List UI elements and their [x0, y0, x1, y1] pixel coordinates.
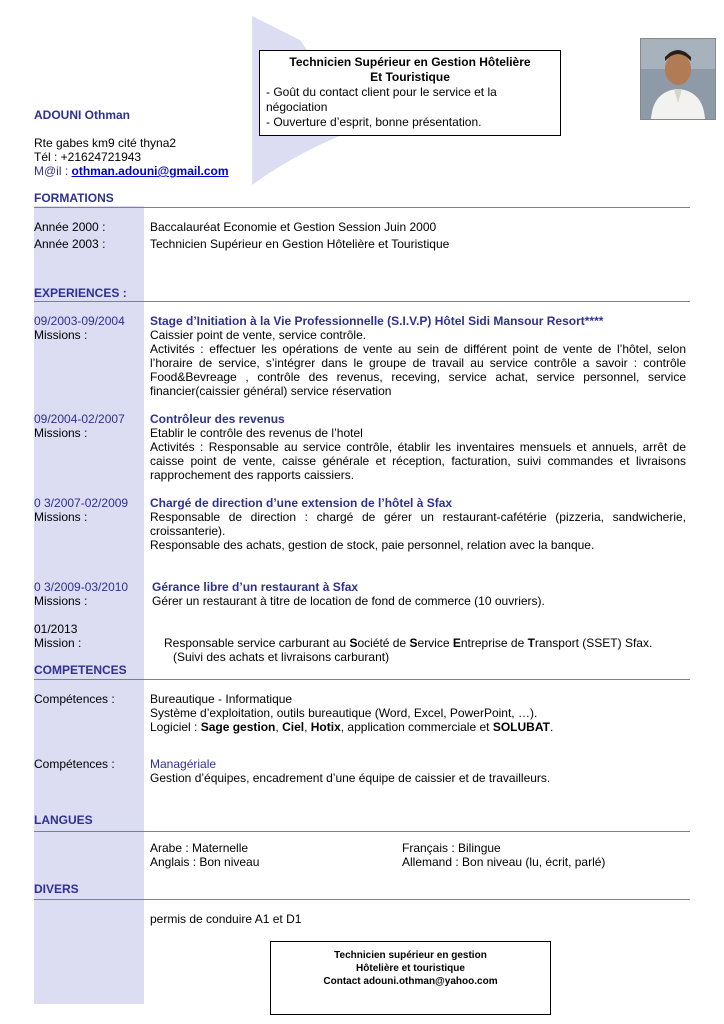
exp2-missions-label: Missions :: [34, 426, 88, 440]
competences-heading: COMPETENCES: [34, 663, 127, 677]
title-bullet1: - Goût du contact client pour le service et la négociation: [266, 85, 497, 114]
exp2-body: Activités : Responsable au service contrôle, établir les inventaires mensuels et annuels, arrêt de caisse point de vente, caisse générale et réception, facturation, suivi commandes et livraisons rapprochement des rapports caissiers.: [150, 440, 686, 482]
exp4-missions-label: Missions :: [34, 594, 88, 608]
exp1-missions-label: Missions :: [34, 328, 88, 342]
email-line: [34, 164, 229, 178]
profile-photo: [640, 38, 716, 120]
comp2-line1: Managériale: [150, 757, 217, 771]
exp2-line1: Etablir le contrôle des revenus de l’hotel: [150, 426, 363, 440]
langue-arabe: Arabe : Maternelle: [150, 841, 249, 855]
langues-right: [402, 841, 692, 869]
competences-block-2: [150, 757, 686, 785]
footer-line2: Hôtelière et touristique: [356, 963, 465, 974]
langues-left: [150, 841, 390, 869]
comp2-line2: Gestion d’équipes, encadrement d’une équipe de caissier et de travailleurs.: [150, 771, 551, 785]
formation-text-2: Technicien Supérieur en Gestion Hôtelière et Touristique: [150, 237, 450, 251]
divers-divider: [34, 899, 690, 900]
exp5-line1: Responsable service carburant au Société de Service Entreprise de Transport (SSET) Sfax.: [164, 636, 653, 650]
exp2-date: 09/2004-02/2007: [34, 412, 125, 426]
candidate-name: ADOUNI Othman: [34, 108, 130, 122]
phone: Tél : +21624721943: [34, 150, 142, 164]
exp3-body: Responsable des achats, gestion de stock, paie personnel, relation avec la banque.: [150, 538, 595, 552]
exp2-block: [150, 412, 686, 482]
exp5-line2: (Suivi des achats et livraisons carburant): [173, 650, 390, 664]
langue-francais: Français : Bilingue: [402, 841, 501, 855]
experiences-heading: EXPERIENCES :: [34, 286, 127, 300]
comp1-line2: Système d’exploitation, outils bureautique (Word, Excel, PowerPoint, …).: [150, 706, 538, 720]
contact-block: [34, 136, 229, 178]
exp1-block: [150, 314, 686, 398]
exp4-block: [152, 580, 688, 608]
formation-text-1: Baccalauréat Economie et Gestion Session Juin 2000: [150, 220, 437, 234]
comp1-line3: Logiciel : Sage gestion, Ciel, Hotix, application commerciale et SOLUBAT.: [150, 720, 554, 734]
exp3-block: [150, 496, 686, 552]
formation-label-2: Année 2003 :: [34, 237, 106, 251]
exp5-missions-label: Mission :: [34, 636, 82, 650]
exp3-missions-label: Missions :: [34, 510, 88, 524]
footer-box: [270, 941, 551, 1015]
competences-block-1: [150, 692, 686, 734]
exp1-body: Activités : effectuer les opérations de vente au sein de différent point de vente de l’hôtel, selon l’horaire de service, s’intégrer dans le groupe de travail au service contrôle a savoir : contrôle Food&Bevreage , contrôle des revenus, receving, service achat, service personnel, service financier(caissier général) service réservation: [150, 342, 686, 398]
exp4-title: Gérance libre d’un restaurant à Sfax: [152, 580, 359, 594]
exp1-date: 09/2003-09/2004: [34, 314, 125, 328]
exp1-line1: Caissier point de vente, service contrôle.: [150, 328, 367, 342]
competences-label-1: Compétences :: [34, 692, 115, 706]
formation-label-1: Année 2000 :: [34, 220, 106, 234]
email-link[interactable]: othman.adouni@gmail.com: [71, 164, 229, 178]
exp3-date: 0 3/2007-02/2009: [34, 496, 129, 510]
formations-divider: [34, 207, 690, 208]
exp4-line1: Gérer un restaurant à titre de location de fond de commerce (10 ouvriers).: [152, 594, 545, 608]
address: Rte gabes km9 cité thyna2: [34, 136, 177, 150]
exp5-date: 01/2013: [34, 622, 78, 636]
formations-heading: FORMATIONS: [34, 191, 114, 205]
title-line2: Et Touristique: [370, 70, 450, 84]
exp2-title: Contrôleur des revenus: [150, 412, 285, 426]
title-line1: Technicien Supérieur en Gestion Hôtelière: [289, 55, 531, 69]
comp1-line1: Bureautique - Informatique: [150, 692, 293, 706]
competences-label-2: Compétences :: [34, 757, 115, 771]
experiences-divider: [34, 301, 690, 302]
title-box: [259, 50, 561, 136]
langues-heading: LANGUES: [34, 813, 93, 827]
divers-text: permis de conduire A1 et D1: [150, 912, 302, 926]
exp5-block: [164, 636, 694, 664]
email-label: M@il :: [34, 164, 72, 178]
langue-anglais: Anglais : Bon niveau: [150, 855, 260, 869]
title-bullet2: - Ouverture d’esprit, bonne présentation.: [266, 115, 482, 129]
competences-divider: [34, 679, 690, 680]
footer-line3: Contact adouni.othman@yahoo.com: [323, 976, 498, 987]
exp3-line1: Responsable de direction : chargé de gérer un restaurant-cafétérie (pizzeria, sandwicherie, croissanterie).: [150, 510, 686, 538]
langue-allemand: Allemand : Bon niveau (lu, écrit, parlé): [402, 855, 606, 869]
exp4-date: 0 3/2009-03/2010: [34, 580, 129, 594]
exp3-title: Chargé de direction d’une extension de l’hôtel à Sfax: [150, 496, 453, 510]
langues-divider: [34, 831, 690, 832]
exp1-title: Stage d’Initiation à la Vie Professionnelle (S.I.V.P) Hôtel Sidi Mansour Resort****: [150, 314, 604, 328]
footer-line1: Technicien supérieur en gestion: [334, 950, 487, 961]
divers-heading: DIVERS: [34, 882, 79, 896]
